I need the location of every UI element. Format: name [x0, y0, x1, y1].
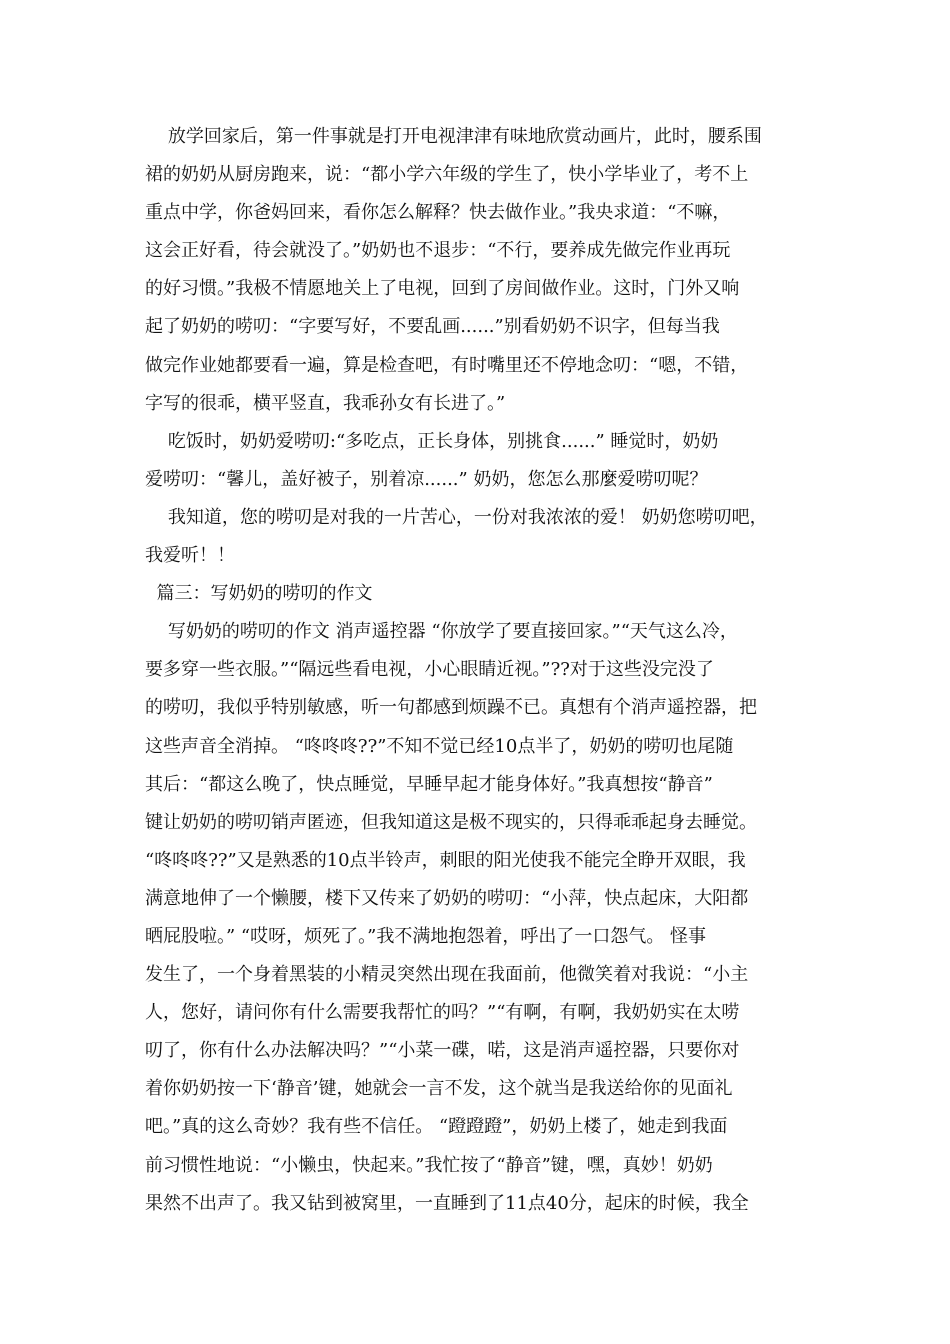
text-line: 满意地伸了一个懒腰，楼下又传来了奶奶的唠叨：“小萍，快点起床，大阳都 — [145, 887, 749, 909]
text-line: 这会正好看，待会就没了。”奶奶也不退步：“不行，要养成先做完作业再玩 — [145, 240, 731, 262]
text-line: 重点中学，你爸妈回来，看你怎么解释？快去做作业。”我央求道：“不嘛， — [145, 202, 731, 224]
text-line: 其后：“都这么晚了，快点睡觉，早睡早起才能身体好。”我真想按“静音” — [145, 773, 713, 795]
section-heading: 篇三：写奶奶的唠叨的作文 — [145, 583, 373, 605]
text-line: 键让奶奶的唠叨销声匿迹，但我知道这是极不现实的，只得乖乖起身去睡觉。 — [145, 811, 757, 833]
text-line: 做完作业她都要看一遍，算是检查吧，有时嘴里还不停地念叨：“嗯，不错， — [145, 354, 749, 376]
text-line: 我爱听！！ — [145, 545, 235, 567]
text-line: 晒屁股啦。” “哎呀，烦死了。”我不满地抱怨着，呼出了一口怨气。 怪事 — [145, 925, 707, 947]
text-line: 写奶奶的唠叨的作文 消声遥控器 “你放学了要直接回家。”“天气这么冷， — [145, 621, 738, 643]
text-line: 我知道，您的唠叨是对我的一片苦心，一份对我浓浓的爱！ 奶奶您唠叨吧， — [145, 506, 768, 528]
text-line: 裙的奶奶从厨房跑来，说：“都小学六年级的学生了，快小学毕业了，考不上 — [145, 164, 749, 186]
text-line: 人，您好，请问你有什么需要我帮忙的吗？”“有啊，有啊，我奶奶实在太唠 — [145, 1002, 740, 1024]
text-line: 起了奶奶的唠叨：“字要写好，不要乱画......”别看奶奶不识字，但每当我 — [145, 316, 720, 338]
text-line: 字写的很乖，横平竖直，我乖孙女有长进了。” — [145, 392, 506, 414]
text-line: 叨了，你有什么办法解决吗？”“小菜一碟，喏，这是消声遥控器，只要你对 — [145, 1040, 740, 1062]
text-line: “咚咚咚??”又是熟悉的10点半铃声，刺眼的阳光使我不能完全睁开双眼，我 — [145, 849, 746, 871]
text-line: 的唠叨，我似乎特别敏感，听一句都感到烦躁不已。真想有个消声遥控器，把 — [145, 697, 757, 719]
text-line: 放学回家后，第一件事就是打开电视津津有味地欣赏动画片，此时，腰系围 — [145, 126, 762, 147]
essay-body — [145, 118, 825, 1223]
text-line: 的好习惯。”我极不情愿地关上了电视，回到了房间做作业。这时，门外又响 — [145, 278, 740, 300]
text-line: 发生了，一个身着黑装的小精灵突然出现在我面前，他微笑着对我说：“小主 — [145, 964, 749, 986]
text-line: 吃饭时，奶奶爱唠叨:“多吃点，正长身体，别挑食......” 睡觉时，奶奶 — [145, 430, 719, 452]
text-line: 要多穿一些衣服。”“隔远些看电视，小心眼睛近视。”??对于这些没完没了 — [145, 659, 714, 681]
text-line: 着你奶奶按一下‘静音’键，她就会一言不发，这个就当是我送给你的见面礼 — [145, 1078, 733, 1100]
text-line: 这些声音全消掉。 “咚咚咚??”不知不觉已经10点半了，奶奶的唠叨也尾随 — [145, 735, 734, 757]
text-line: 吧。”真的这么奇妙？我有些不信任。 “蹬蹬蹬”，奶奶上楼了，她走到我面 — [145, 1116, 728, 1138]
text-line: 爱唠叨：“馨儿，盖好被子，别着凉......” 奶奶，您怎么那麼爱唠叨呢？ — [145, 468, 708, 490]
text-line: 果然不出声了。我又钻到被窝里，一直睡到了11点40分，起床的时候，我全 — [145, 1192, 749, 1214]
text-line: 前习惯性地说：“小懒虫，快起来。”我忙按了“静音”键，嘿，真妙！奶奶 — [145, 1154, 713, 1176]
